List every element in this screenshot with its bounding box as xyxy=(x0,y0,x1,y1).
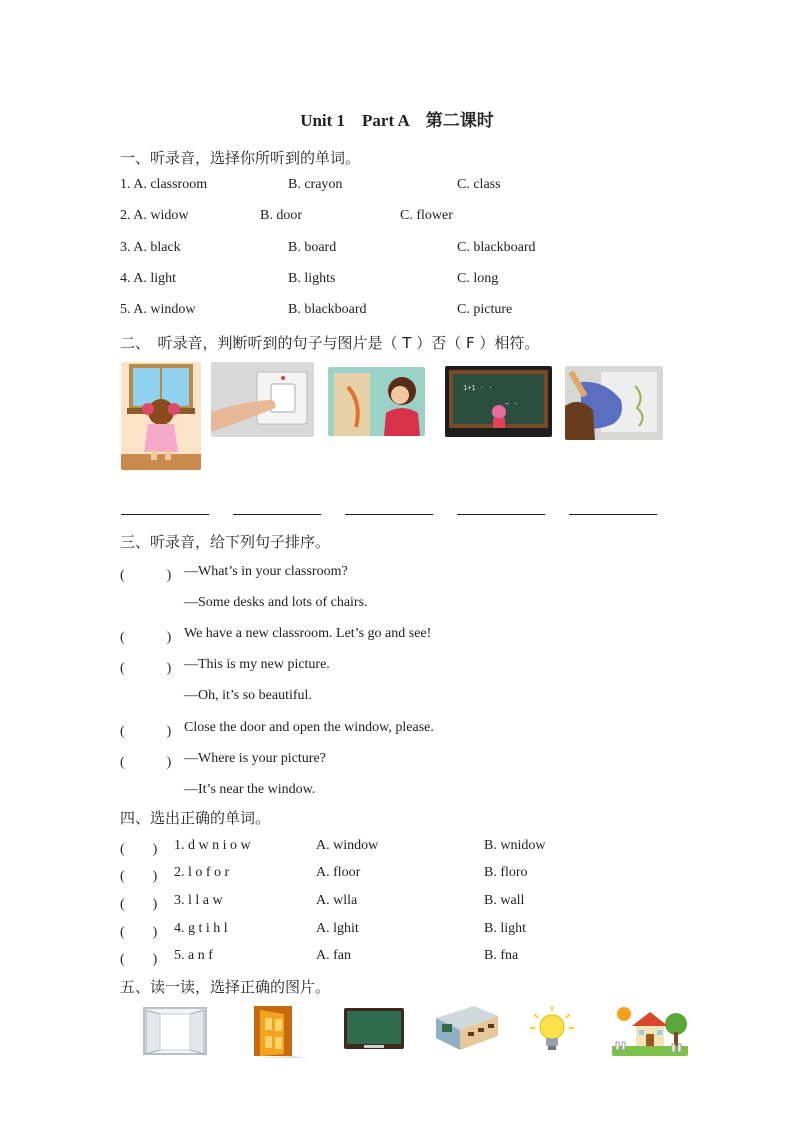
option-c: C. flower xyxy=(400,208,453,223)
blackboard-icon xyxy=(344,1008,404,1049)
classroom-icon xyxy=(434,1004,500,1052)
answer-blank[interactable]: ( ) xyxy=(120,897,158,912)
section-4-heading: 四、选出正确的单词。 xyxy=(120,809,271,827)
sentence: —Some desks and lots of chairs. xyxy=(184,595,368,610)
option-c: C. class xyxy=(457,177,501,192)
sentence: We have a new classroom. Let’s go and see! xyxy=(184,626,432,641)
option-a: 5. A. window xyxy=(120,302,196,317)
scrambled-word: 4. g t i h l xyxy=(174,921,228,936)
sentence: —Where is your picture? xyxy=(184,751,326,766)
answer-blank[interactable]: ( ) xyxy=(120,925,158,940)
option-b: B. light xyxy=(484,921,527,936)
option-b: B. door xyxy=(260,208,302,223)
option-c: C. picture xyxy=(457,302,513,317)
sentence: —What’s in your classroom? xyxy=(184,564,348,579)
option-b: B. crayon xyxy=(288,177,343,192)
sentence: —Oh, it’s so beautiful. xyxy=(184,688,312,703)
option-b: B. floro xyxy=(484,865,528,880)
answer-blank[interactable] xyxy=(345,514,433,515)
option-a: A. lghit xyxy=(316,921,359,936)
option-a: 4. A. light xyxy=(120,271,177,286)
light-bulb-icon xyxy=(530,1006,574,1054)
blackboard-picture xyxy=(445,366,552,437)
option-b: B. wall xyxy=(484,893,525,908)
answer-blank[interactable]: ( ) xyxy=(120,869,158,884)
answer-blank[interactable] xyxy=(233,514,321,515)
option-c: C. blackboard xyxy=(457,240,536,255)
option-a: A. window xyxy=(316,838,379,853)
order-blank[interactable]: ( ) xyxy=(120,630,172,645)
option-b: B. blackboard xyxy=(288,302,367,317)
option-b: B. lights xyxy=(288,271,336,286)
window-icon xyxy=(142,1006,208,1056)
scrambled-word: 3. l l a w xyxy=(174,893,223,908)
order-blank[interactable]: ( ) xyxy=(120,568,172,583)
answer-blank[interactable] xyxy=(121,514,209,515)
scrambled-word: 5. a n f xyxy=(174,948,213,963)
answer-blank[interactable]: ( ) xyxy=(120,842,158,857)
option-a: 3. A. black xyxy=(120,240,181,255)
order-blank[interactable]: ( ) xyxy=(120,724,172,739)
order-blank[interactable]: ( ) xyxy=(120,661,172,676)
option-a: 2. A. widow xyxy=(120,208,189,223)
option-a: A. fan xyxy=(316,948,351,963)
section-3-heading: 三、听录音，给下列句子排序。 xyxy=(120,533,331,551)
scrambled-word: 1. d w n i o w xyxy=(174,838,251,853)
light-switch-picture xyxy=(211,362,314,437)
sentence: —This is my new picture. xyxy=(184,657,330,672)
option-a: 1. A. classroom xyxy=(120,177,208,192)
sentence: Close the door and open the window, please. xyxy=(184,720,434,735)
option-a: A. wlla xyxy=(316,893,358,908)
scrambled-word: 2. l o f o r xyxy=(174,865,230,880)
answer-blank[interactable] xyxy=(569,514,657,515)
sentence: —It’s near the window. xyxy=(184,782,316,797)
answer-blank[interactable] xyxy=(457,514,545,515)
option-c: C. long xyxy=(457,271,499,286)
answer-blank[interactable]: ( ) xyxy=(120,952,158,967)
door-icon xyxy=(248,1004,310,1058)
section-2-heading: 二、 听录音，判断听到的句子与图片是（ T ）否（ F ）相符。 xyxy=(120,334,540,352)
page-title: Unit 1 Part A 第二课时 xyxy=(300,111,494,130)
door-picture xyxy=(328,367,425,436)
order-blank[interactable]: ( ) xyxy=(120,755,172,770)
section-1-heading: 一、听录音，选择你所听到的单词。 xyxy=(120,149,361,167)
svg-text:~ ·: ~ · xyxy=(505,400,518,408)
svg-text:1+1 · ·: 1+1 · · xyxy=(463,384,493,392)
house-picture xyxy=(612,1004,688,1056)
option-b: B. board xyxy=(288,240,337,255)
option-a: A. floor xyxy=(316,865,361,880)
wall-picture xyxy=(565,366,663,440)
option-b: B. fna xyxy=(484,948,519,963)
option-b: B. wnidow xyxy=(484,838,546,853)
girl-window-picture xyxy=(121,362,201,470)
section-5-heading: 五、读一读，选择正确的图片。 xyxy=(120,978,331,996)
